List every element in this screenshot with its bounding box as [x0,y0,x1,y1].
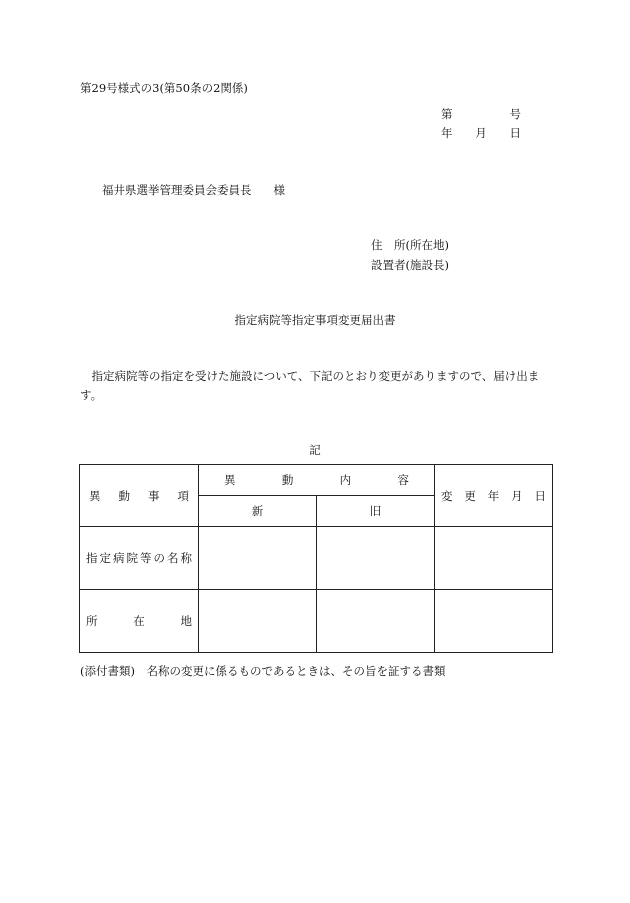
row-label-char: 在 [133,614,145,628]
row-label-char: 定 [99,551,111,565]
date-line [441,125,521,141]
date-header-char: 日 [534,488,546,503]
addressee-honorific: 様 [273,183,285,197]
applicant-setter-label: 設置者(施設長) [371,258,449,272]
row-label-facility-name [86,550,192,566]
attachment-note: (添付書類) 名称の変更に係るものであるときは、その旨を証する書類 [80,664,446,678]
old-value-cell [317,590,435,653]
date-header-char: 変 [441,488,453,503]
row-label-char: 名 [167,551,179,565]
content-header-char: 動 [281,473,294,487]
ki-heading: 記 [309,443,321,457]
item-header-char: 事 [148,488,160,503]
change-table [79,464,553,653]
table-row [80,527,553,590]
document-number-line [441,106,521,122]
item-header [86,488,192,504]
row-label-cell [80,527,199,590]
date-header-cell [435,465,553,527]
row-label-char: 院 [126,551,138,565]
addressee [102,182,285,198]
date-year: 年 [441,126,453,140]
old-value-cell [317,527,435,590]
date-header-char: 月 [511,488,523,503]
row-label-char: 所 [86,614,98,628]
row-label-char: 地 [180,614,192,628]
date-header-char: 更 [464,488,476,503]
row-label-char: の [153,551,165,565]
date-month: 月 [475,126,487,140]
content-header-char: 容 [397,473,409,487]
date-day: 日 [509,126,521,140]
body-text: 指定病院等の指定を受けた施設について、下記のとおり変更がありますので、届け出ます。 [80,369,540,402]
new-header: 新 [199,496,317,527]
number-go: 号 [509,107,521,121]
item-header-char: 異 [89,488,101,503]
addressee-name: 福井県選挙管理委員会委員長 [102,183,252,197]
item-header-char: 動 [118,488,130,503]
date-header [441,488,546,504]
new-value-cell [199,590,317,653]
old-header: 旧 [317,496,435,527]
row-label-cell [80,590,199,653]
row-label-char: 指 [86,551,98,565]
row-label-char: 等 [140,551,152,565]
item-header-cell [80,465,199,527]
item-header-char: 項 [177,488,189,503]
date-header-char: 年 [487,488,500,503]
new-value-cell [199,527,317,590]
table-row [80,590,553,653]
row-label-char: 称 [180,551,192,565]
applicant-address-label: 住 所(所在地) [371,238,449,252]
change-date-cell [435,527,553,590]
content-header [205,472,428,488]
change-date-cell [435,590,553,653]
content-header-char: 異 [224,473,236,487]
row-label-char: 病 [113,551,125,565]
document-title: 指定病院等指定事項変更届出書 [234,313,396,327]
number-dai: 第 [441,107,453,121]
content-header-cell [199,465,435,496]
content-header-char: 内 [339,473,352,487]
form-number: 第29号様式の3(第50条の2関係) [80,81,248,95]
row-label-location [86,613,192,629]
